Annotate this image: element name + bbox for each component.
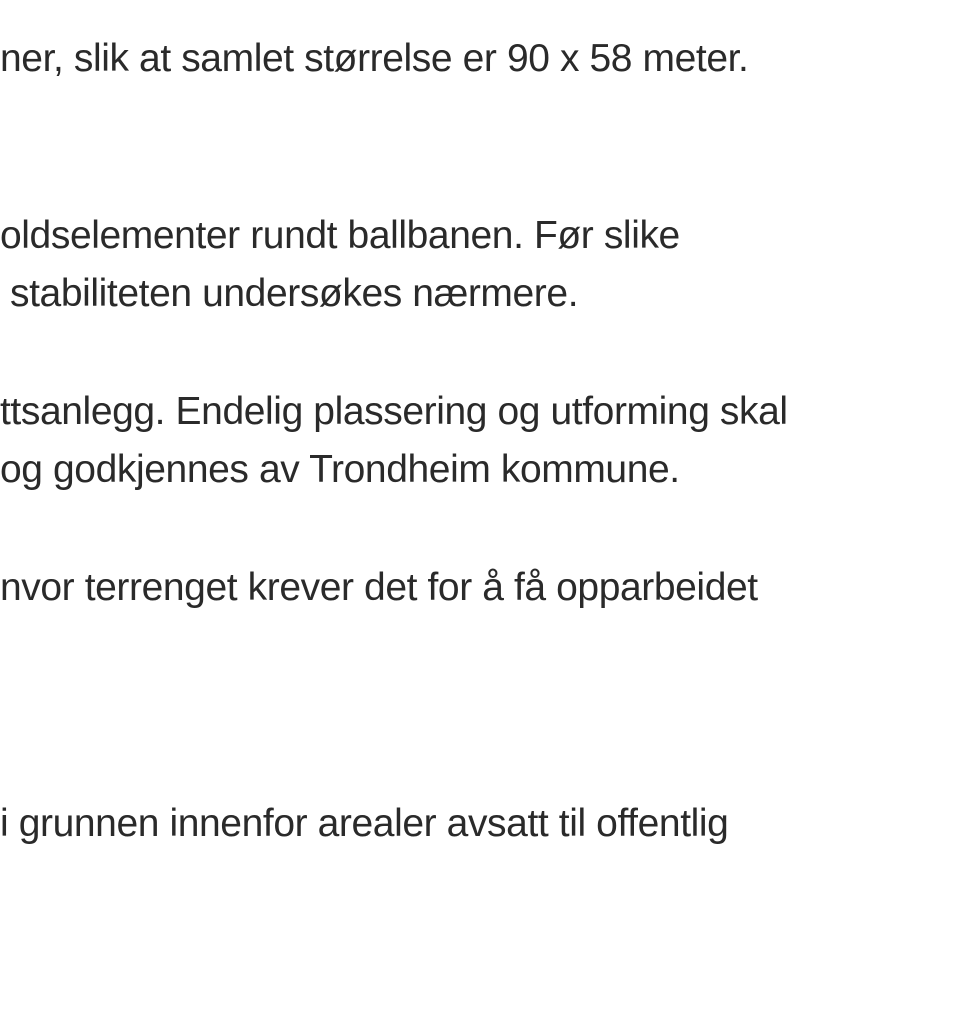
text-line: stabiliteten undersøkes nærmere.: [10, 272, 579, 315]
text-line: nvor terrenget krever det for å få opparbeidet: [0, 566, 758, 609]
text-line: ner, slik at samlet størrelse er 90 x 58 meter.: [0, 37, 749, 80]
text-line: oldselementer rundt ballbanen. Før slike: [0, 214, 680, 257]
text-line: ttsanlegg. Endelig plassering og utforming skal: [0, 390, 788, 433]
text-line: og godkjennes av Trondheim kommune.: [0, 448, 680, 491]
text-line: i grunnen innenfor arealer avsatt til offentlig: [0, 802, 729, 845]
